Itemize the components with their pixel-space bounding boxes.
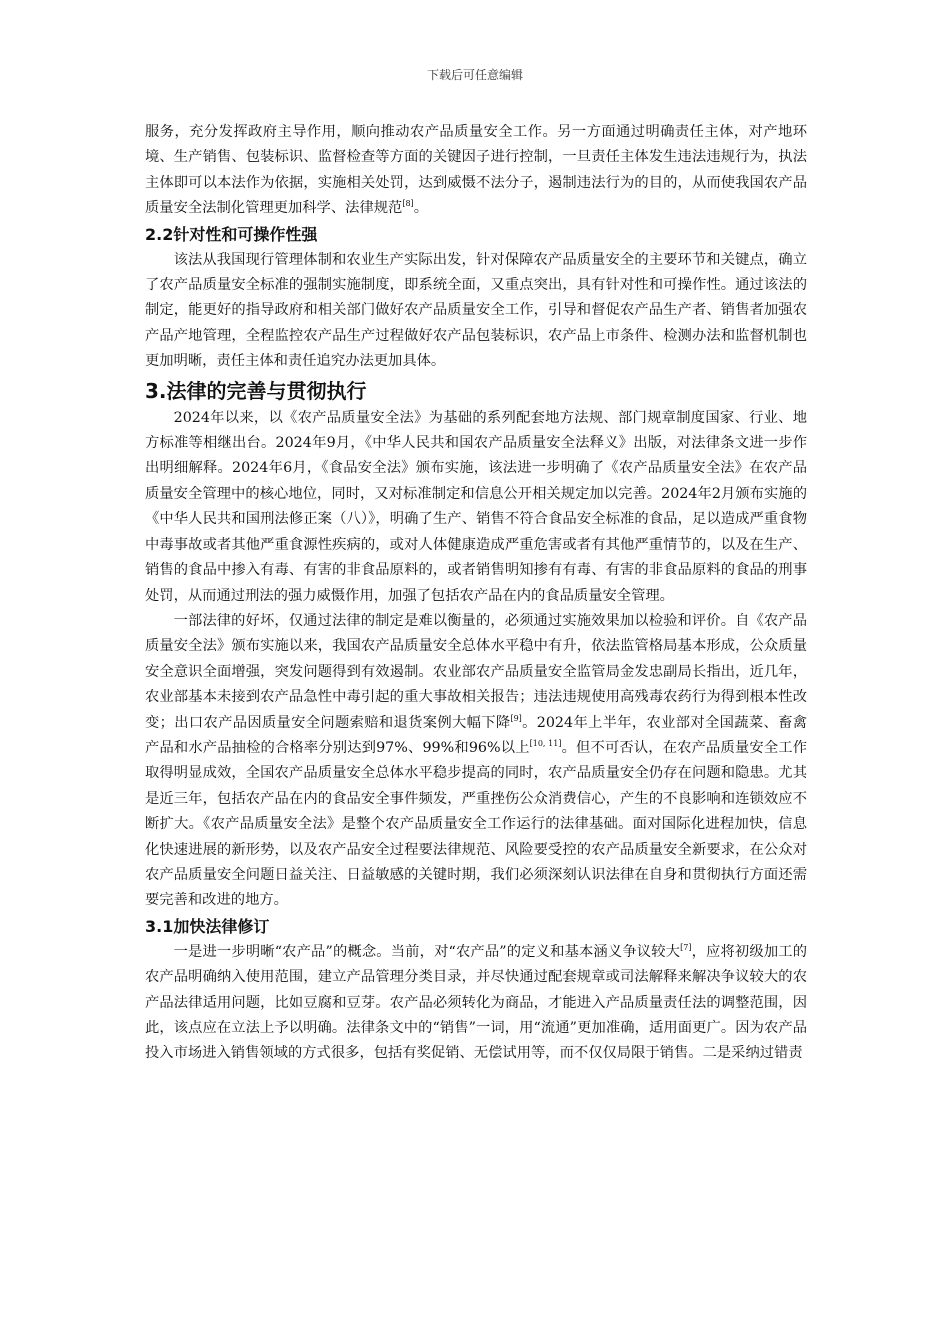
section-heading-3-1: 3.1加快法律修订 [145,916,270,936]
citation: [9] [510,713,522,723]
section-heading-2-2: 2.2针对性和可操作性强 [145,224,318,244]
paragraph-text: 一是进一步明晰“农产品”的概念。当前，对“农产品”的定义和基本涵义争议较大 [173,943,681,960]
section-heading-3: 3.法律的完善与贯彻执行 [145,378,367,403]
paragraph-text: 一部法律的好坏，仅通过法律的制定是难以衡量的，必须通过实施效果加以检验和评价。自《农产品质量安全法》颁布实施以来，我国农产品质量安全总体水平稳中有升，依法监管格局基本形成，公众质量安全意识全面增强，突发问题得到有效遏制。农业部农产品质量安全监管局金发忠副局长指出，近几年，农业部基本未接到农产品急性中毒引起的重大事故相关报告；违法违规使用高残毒农药行为得到根本性改变；出口农产品因质量安全问题索赔和退货案例大幅下降 [145,612,807,731]
paragraph-3-1: 2024年以来，以《农产品质量安全法》为基础的系列配套地方法规、部门规章制度国家、行业、地方标准等相继出台。2024年9月，《中华人民共和国农产品质量安全法释义》出版，对法律条文进一步作出明细解释。2024年6月，《食品安全法》颁布实施，该法进一步明确了《农产品质量安全法》在农产品质量安全管理中的核心地位，同时，又对标准制定和信息公开相关规定加以完善。2024年2月颁布实施的《中华人民共和国刑法修正案（八）》，明确了生产、销售不符合食品安全标准的食品，足以造成严重食物中毒事故或者其他严重食源性疾病的，或对人体健康造成严重危害或者有其他严重情节的，以及在生产、销售的食品中掺入有毒、有害的非食品原料的，或者销售明知掺有有毒、有害的非食品原料的食品的刑事处罚，从而通过刑法的强力威慑作用，加强了包括农产品在内的食品质量安全管理。 [145,409,807,604]
paragraph-3-1-body [145,940,807,1067]
citation: [10, 11] [529,739,562,749]
paragraph-tail: 。 [413,200,428,217]
paragraph-text: 服务，充分发挥政府主导作用，顺向推动农产品质量安全工作。另一方面通过明确责任主体，对产地环境、生产销售、包装标识、监督检查等方面的关键因子进行控制，一旦责任主体发生违法违规行为，执法主体即可以本法作为依据，实施相关处罚，达到威慑不法分子，遏制违法行为的目的，从而使我国农产品质量安全法制化管理更加科学、法律规范 [145,124,807,217]
paragraph-text: ，应将初级加工的农产品明确纳入使用范围，建立产品管理分类目录，并尽快通过配套规章或司法解释来解决争议较大的农产品法律适用问题，比如豆腐和豆芽。农产品必须转化为商品，才能进入产品质量责任法的调整范围，因此，该点应在立法上予以明确。法律条文中的“销售”一词，用“流通”更加准确，适用面更广。因为农产品投入市场进入销售领域的方式很多，包括有奖促销、无偿试用等，而不仅仅局限于销售。二是采纳过错责 [145,943,808,1062]
paragraph-text: 。但不可否认，在农产品质量安全工作取得明显成效，全国农产品质量安全总体水平稳步提高的同时，农产品质量安全仍存在问题和隐患。尤其是近三年，包括农产品在内的食品安全事件频发，严重挫伤公众消费信心，产生的不良影响和连锁效应不断扩大。《农产品质量安全法》是整个农产品质量安全工作运行的法律基础。面对国际化进程加快，信息化快速进展的新形势，以及农产品安全过程要法律规范、风险要受控的农产品质量安全新要求，在公众对农产品质量安全问题日益关注、日益敏感的关键时期，我们必须深刻认识法律在自身和贯彻执行方面还需要完善和改进的地方。 [145,739,807,909]
paragraph-3-2 [145,609,807,914]
paragraph-intro [145,120,807,222]
citation: [7] [680,943,692,953]
paragraph-text: 。2024年上半年，农业部对全国蔬菜、畜禽产品和水产品抽检的合格率分别达到97%、99%和96%以上 [145,714,808,756]
paragraph-2-2: 该法从我国现行管理体制和农业生产实际出发，针对保障农产品质量安全的主要环节和关键点，确立了农产品质量安全标准的强制实施制度，即系统全面，又重点突出，具有针对性和可操作性。通过该法的制定，能更好的指导政府和相关部门做好农产品质量安全工作，引导和督促农产品生产者、销售者加强农产品产地管理，全程监控农产品生产过程做好农产品包装标识，农产品上市条件、检测办法和监督机制也更加明晰，责任主体和责任追究办法更加具体。 [145,251,807,370]
page-header: 下载后可任意编辑 [426,68,523,82]
document-body [145,120,807,1067]
citation: [8] [402,199,414,209]
